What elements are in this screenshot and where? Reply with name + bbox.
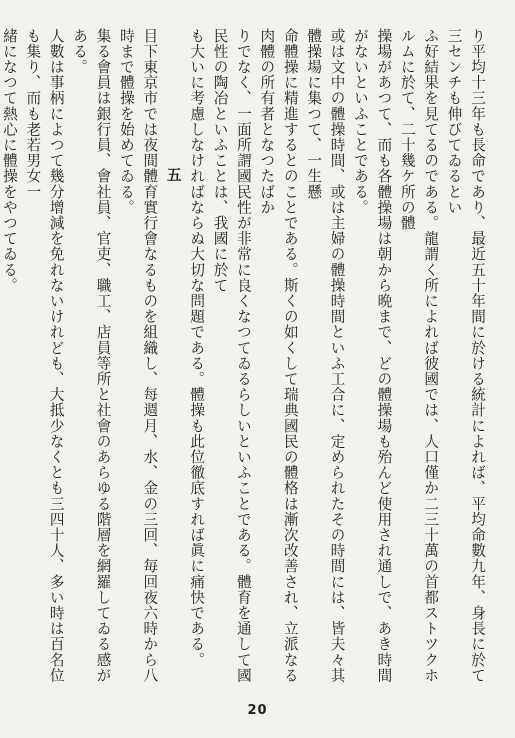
paragraph-line: 目下東京市では夜間體育實行會なるものを組織し、每週月、水、金の三回、毎回夜六時から八時まで體操を始めてゐる。 <box>117 28 159 684</box>
paragraph-line: 緒になつて熱心に體操をやつてゐる。 <box>0 28 18 294</box>
body-text <box>0 28 489 684</box>
paragraph-line: 命體操に精進するとのことである。斯くの如くして瑞典國民の體格は漸次改善され、立派なる肉體の所有者となつたばか <box>258 28 299 684</box>
page-number: 20 <box>247 703 268 718</box>
paragraph-line: 集る會員は銀行員、會社員、官吏、職工、店員等所と社會のあらゆる階層を網羅してゐる感がある。 <box>71 28 112 684</box>
paragraph-line: りでなく、一面所謂國民性が非常に良くなつてゐるらしいといふことである。體育を通して國民性の陶冶といふことは、我國に於て <box>211 28 252 684</box>
section-heading-five: 五 <box>164 166 182 183</box>
paragraph-line: 人數は事柄によつて幾分增減を免れないけれども、大抵少なくとも三四十人、多い時は百名位も集り、而も老若男女一 <box>24 28 65 684</box>
paragraph-line: ふ好結果を見てるのである。龍謂く所によれば彼國では、人口僅か二三十萬の首都ストツクホルムに於て、二十幾ケ所の體 <box>398 28 440 684</box>
paragraph-line: も大いに考慮しなければならぬ大切な問題である。體操も此位徹底すれば眞に痛快である。 <box>188 28 206 668</box>
paragraph-line: り平均十三年も長命であり、最近五十年間に於ける統計によれば、平均命數九年、身長に於て三センチも伸びてゐるとい <box>445 28 486 684</box>
paragraph-line: 操場があつて、而も各體操場は朝から晩まで、どの體操場も殆んど使用され通しで、あき時間がないといふことである。 <box>351 28 393 684</box>
paragraph-line: 或は文中の體操時間、或は主婦の體操時間といふ工合に、定められたその時間には、皆夫々其體操場に集つて、一生懸 <box>305 28 346 684</box>
